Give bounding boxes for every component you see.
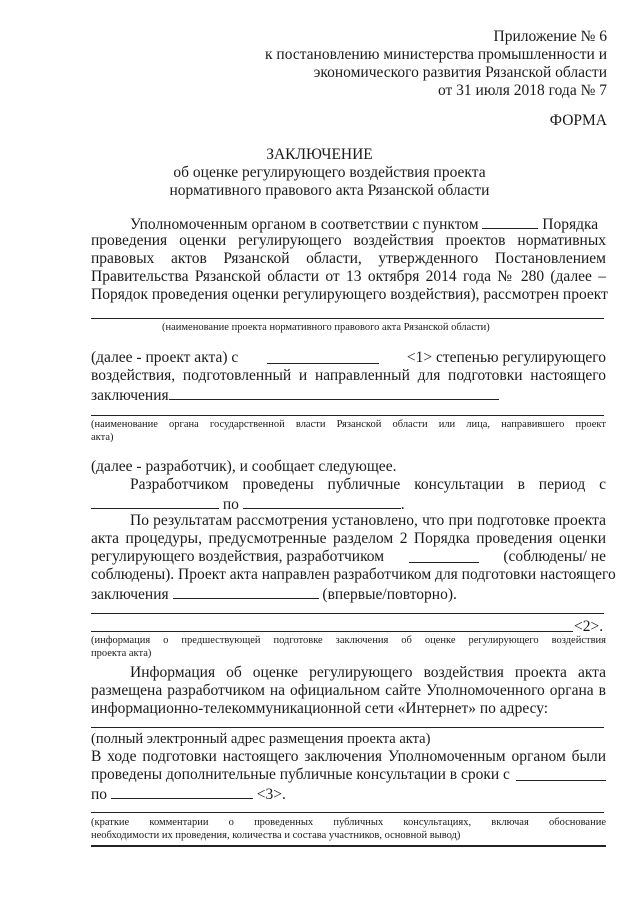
p2-text-c: заключения [91, 387, 169, 404]
period-dot: . [400, 496, 405, 513]
p6-line-1: Информация об оценке регулирующего воздействия проекта акта [130, 664, 606, 681]
p2-line-1 [91, 349, 606, 367]
p5-text-b: (соблюдены/ не [503, 548, 606, 565]
consult-start-blank[interactable] [91, 494, 219, 509]
form-label: ФОРМА [549, 112, 607, 129]
p2-line-2: воздействия, подготовленный и направленный для подготовки настоящего [91, 367, 606, 384]
p1-text-a: Уполномоченным органом в соответствии с пунктом [130, 216, 479, 233]
p1-line-1 [130, 214, 598, 234]
additional-consult-end-blank[interactable] [111, 784, 253, 799]
caption-comments-1: (краткие комментарии о проведенных публичных консультациях, включая обоснование [91, 817, 606, 828]
footnote-ref-2: <2>. [574, 618, 604, 635]
p1-line-2: проведения оценки регулирующего воздействия проектов нормативных [91, 232, 606, 249]
developer-name-field[interactable] [91, 415, 604, 416]
header-date-line: от 31 июля 2018 года № 7 [437, 82, 607, 99]
appendix-number: Приложение № 6 [493, 28, 607, 45]
consult-end-blank[interactable] [243, 494, 401, 509]
p1-line-3: правовых актов Рязанской области, утвержденного Постановлением [91, 250, 606, 267]
p7-line-1: В ходе подготовки настоящего заключения Уполномоченным органом были [91, 748, 606, 765]
footnote-ref-3: <3>. [256, 786, 286, 803]
p4-line-1: Разработчиком проведены публичные консультации в период с [130, 476, 606, 493]
p2-line-3 [91, 385, 499, 405]
header-ministry-line: экономического развития Рязанской области [313, 64, 607, 81]
p2-text-b: <1> степенью регулирующего [406, 349, 606, 366]
caption-web-address: (полный электронный адрес размещения проекта акта) [91, 731, 431, 747]
p5-text-d: (впервые/повторно). [322, 586, 457, 603]
caption-prior-info-1: (информация о предшествующей подготовке заключения об оценке регулирующего воздействия [91, 635, 606, 646]
conclusion-blank[interactable] [169, 385, 499, 400]
p2-text-a: (далее - проект акта) с [91, 349, 239, 366]
header-resolution-line: к постановлению министерства промышленности и [265, 46, 607, 63]
caption-comments-2: необходимости их проведения, количества и состава участников, основной вывод) [91, 830, 461, 841]
p3-line: (далее - разработчик), и сообщает следующее. [91, 458, 397, 475]
p5-text-c: заключения [91, 586, 169, 603]
p6-line-3: информационно-телекоммуникационной сети «Интернет» по адресу: [91, 700, 549, 717]
p5-line-2: акта процедуры, предусмотренные разделом 2 Порядка проведения оценки [91, 530, 606, 547]
p5-line-1: По результатам рассмотрения установлено, что при подготовке проекта [130, 512, 606, 529]
document-subtitle-1: об оценке регулирующего воздействия проекта [173, 164, 486, 181]
prior-info-field-1[interactable] [91, 613, 604, 614]
degree-blank[interactable] [267, 349, 379, 364]
p5-line-4: соблюдены). Проект акта направлен разработчиком для подготовки настоящего [91, 566, 616, 583]
p7-line-2 [91, 766, 606, 784]
clause-number-blank [482, 214, 538, 229]
p4-line-2 [91, 494, 405, 514]
project-name-field[interactable] [91, 318, 604, 319]
caption-project-name: (наименование проекта нормативного правового акта Рязанской области) [162, 322, 490, 333]
web-address-field[interactable] [91, 727, 604, 728]
p6-line-2: размещена разработчиком на официальном сайте Уполномоченного органа в [91, 682, 606, 699]
p7-line-3 [91, 784, 286, 804]
submission-blank[interactable] [173, 584, 319, 599]
p5-text-a: регулирующего воздействия, разработчиком [91, 548, 385, 565]
caption-prior-info-2: проекта акта) [91, 648, 152, 659]
p4-text-to: по [222, 496, 239, 513]
comments-bottom-rule [91, 845, 606, 847]
document-title: ЗАКЛЮЧЕНИЕ [266, 146, 373, 163]
p7-text-to: по [91, 786, 108, 803]
document-subtitle-2: нормативного правового акта Рязанской области [169, 182, 490, 199]
p7-text-a: проведены дополнительные публичные консультации в сроки с [91, 766, 510, 783]
caption-developer-name-2: акта) [91, 432, 114, 443]
additional-consult-start-blank[interactable] [516, 766, 606, 781]
caption-developer-name-1: (наименование органа государственной власти Рязанской области или лица, направившего проект [91, 419, 606, 430]
p5-line-5 [91, 584, 457, 604]
p5-line-3 [91, 548, 606, 566]
p1-text-b: Порядка [542, 216, 599, 233]
p1-line-4: Правительства Рязанской области от 13 октября 2014 года № 280 (далее – [91, 268, 606, 285]
p1-line-5: Порядок проведения оценки регулирующего воздействия), рассмотрен проект [91, 286, 608, 303]
prior-info-field-2[interactable] [91, 631, 573, 632]
compliance-blank[interactable] [409, 548, 479, 563]
comments-field[interactable] [91, 812, 604, 813]
